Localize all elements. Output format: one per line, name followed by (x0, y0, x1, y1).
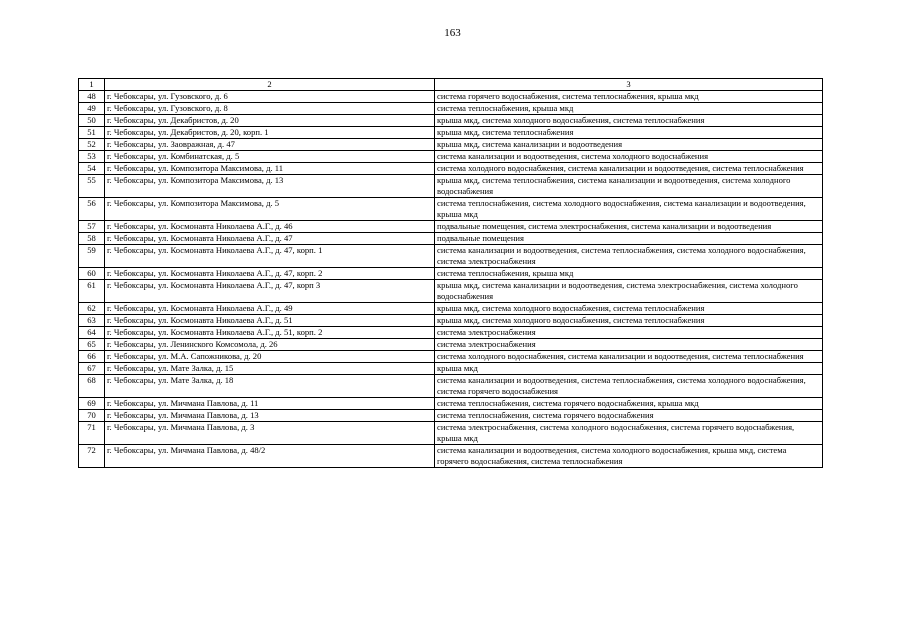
row-address: г. Чебоксары, ул. Космонавта Николаева А.Г., д. 47, корп. 1 (105, 245, 435, 268)
row-number: 58 (79, 233, 105, 245)
table-body (79, 79, 823, 468)
row-address: г. Чебоксары, ул. Космонавта Николаева А.Г., д. 47 (105, 233, 435, 245)
table-row (79, 151, 823, 163)
header-cell-address: 2 (105, 79, 435, 91)
row-number: 55 (79, 175, 105, 198)
row-address: г. Чебоксары, ул. Мичмана Павлова, д. 11 (105, 398, 435, 410)
table-row (79, 221, 823, 233)
row-number: 56 (79, 198, 105, 221)
row-number: 52 (79, 139, 105, 151)
row-number: 50 (79, 115, 105, 127)
table-row (79, 103, 823, 115)
row-systems: крыша мкд (435, 363, 823, 375)
row-systems: подвальные помещения, система электроснабжения, система канализации и водоотведения (435, 221, 823, 233)
table-row (79, 422, 823, 445)
row-address: г. Чебоксары, ул. Композитора Максимова, д. 11 (105, 163, 435, 175)
row-systems: система холодного водоснабжения, система канализации и водоотведения, система теплоснабжения (435, 163, 823, 175)
row-address: г. Чебоксары, ул. Мате Залка, д. 15 (105, 363, 435, 375)
row-number: 61 (79, 280, 105, 303)
table-row (79, 175, 823, 198)
table-row (79, 303, 823, 315)
row-number: 60 (79, 268, 105, 280)
row-address: г. Чебоксары, ул. Космонавта Николаева А.Г., д. 47, корп. 2 (105, 268, 435, 280)
table-row (79, 268, 823, 280)
row-address: г. Чебоксары, ул. Мичмана Павлова, д. 13 (105, 410, 435, 422)
row-systems: система канализации и водоотведения, система холодного водоснабжения, крыша мкд, система горячего водоснабжения, система теплоснабжения (435, 445, 823, 468)
row-address: г. Чебоксары, ул. М.А. Сапожникова, д. 20 (105, 351, 435, 363)
row-number: 66 (79, 351, 105, 363)
row-address: г. Чебоксары, ул. Декабристов, д. 20 (105, 115, 435, 127)
table-row (79, 339, 823, 351)
row-systems: система канализации и водоотведения, система теплоснабжения, система холодного водоснабжения, система электроснабжения (435, 245, 823, 268)
row-systems: крыша мкд, система теплоснабжения, система канализации и водоотведения, система холодного водоснабжения (435, 175, 823, 198)
row-number: 71 (79, 422, 105, 445)
table-row (79, 280, 823, 303)
row-systems: система теплоснабжения, крыша мкд (435, 103, 823, 115)
row-systems: крыша мкд, система теплоснабжения (435, 127, 823, 139)
row-address: г. Чебоксары, ул. Мичмана Павлова, д. 3 (105, 422, 435, 445)
table-row (79, 115, 823, 127)
table-row (79, 351, 823, 363)
table-row (79, 327, 823, 339)
row-number: 72 (79, 445, 105, 468)
table-row (79, 127, 823, 139)
row-systems: система теплоснабжения, система горячего водоснабжения, крыша мкд (435, 398, 823, 410)
row-systems: система канализации и водоотведения, система холодного водоснабжения (435, 151, 823, 163)
table-row (79, 233, 823, 245)
table-row (79, 245, 823, 268)
row-number: 65 (79, 339, 105, 351)
row-number: 63 (79, 315, 105, 327)
row-number: 64 (79, 327, 105, 339)
row-number: 62 (79, 303, 105, 315)
row-systems: система теплоснабжения, система холодного водоснабжения, система канализации и водоотведения, крыша мкд (435, 198, 823, 221)
table-row (79, 445, 823, 468)
row-address: г. Чебоксары, ул. Мичмана Павлова, д. 48/2 (105, 445, 435, 468)
row-systems: крыша мкд, система холодного водоснабжения, система теплоснабжения (435, 315, 823, 327)
row-number: 51 (79, 127, 105, 139)
row-address: г. Чебоксары, ул. Композитора Максимова, д. 5 (105, 198, 435, 221)
row-number: 48 (79, 91, 105, 103)
row-address: г. Чебоксары, ул. Мате Залка, д. 18 (105, 375, 435, 398)
row-number: 49 (79, 103, 105, 115)
row-address: г. Чебоксары, ул. Космонавта Николаева А.Г., д. 46 (105, 221, 435, 233)
table-row (79, 163, 823, 175)
row-number: 57 (79, 221, 105, 233)
row-systems: система электроснабжения, система холодного водоснабжения, система горячего водоснабжения, крыша мкд (435, 422, 823, 445)
table-row (79, 91, 823, 103)
row-systems: крыша мкд, система холодного водоснабжения, система теплоснабжения (435, 115, 823, 127)
row-systems: система теплоснабжения, крыша мкд (435, 268, 823, 280)
row-address: г. Чебоксары, ул. Гузовского, д. 6 (105, 91, 435, 103)
row-systems: система электроснабжения (435, 339, 823, 351)
row-number: 67 (79, 363, 105, 375)
row-address: г. Чебоксары, ул. Космонавта Николаева А.Г., д. 51 (105, 315, 435, 327)
header-cell-systems: 3 (435, 79, 823, 91)
buildings-table (78, 78, 823, 468)
row-address: г. Чебоксары, ул. Ленинского Комсомола, д. 26 (105, 339, 435, 351)
header-cell-number: 1 (79, 79, 105, 91)
table-header-row (79, 79, 823, 91)
row-systems: крыша мкд, система холодного водоснабжения, система теплоснабжения (435, 303, 823, 315)
row-address: г. Чебоксары, ул. Космонавта Николаева А.Г., д. 49 (105, 303, 435, 315)
row-address: г. Чебоксары, ул. Комбинатская, д. 5 (105, 151, 435, 163)
row-number: 70 (79, 410, 105, 422)
page-number: 163 (444, 27, 461, 39)
row-number: 68 (79, 375, 105, 398)
row-address: г. Чебоксары, ул. Заовражная, д. 47 (105, 139, 435, 151)
row-systems: крыша мкд, система канализации и водоотведения (435, 139, 823, 151)
table-row (79, 410, 823, 422)
row-systems: крыша мкд, система канализации и водоотведения, система электроснабжения, система холодного водоснабжения (435, 280, 823, 303)
row-number: 54 (79, 163, 105, 175)
row-address: г. Чебоксары, ул. Гузовского, д. 8 (105, 103, 435, 115)
row-number: 59 (79, 245, 105, 268)
row-address: г. Чебоксары, ул. Космонавта Николаева А.Г., д. 47, корп 3 (105, 280, 435, 303)
row-number: 53 (79, 151, 105, 163)
row-address: г. Чебоксары, ул. Космонавта Николаева А.Г., д. 51, корп. 2 (105, 327, 435, 339)
row-number: 69 (79, 398, 105, 410)
row-systems: система холодного водоснабжения, система канализации и водоотведения, система теплоснабжения (435, 351, 823, 363)
row-systems: система теплоснабжения, система горячего водоснабжения (435, 410, 823, 422)
table-row (79, 398, 823, 410)
row-systems: система горячего водоснабжения, система теплоснабжения, крыша мкд (435, 91, 823, 103)
row-systems: система электроснабжения (435, 327, 823, 339)
row-address: г. Чебоксары, ул. Декабристов, д. 20, корп. 1 (105, 127, 435, 139)
row-systems: система канализации и водоотведения, система теплоснабжения, система холодного водоснабжения, система горячего водоснабжения (435, 375, 823, 398)
table-row (79, 315, 823, 327)
row-address: г. Чебоксары, ул. Композитора Максимова, д. 13 (105, 175, 435, 198)
table-row (79, 139, 823, 151)
table-row (79, 363, 823, 375)
row-systems: подвальные помещения (435, 233, 823, 245)
table-row (79, 375, 823, 398)
table-row (79, 198, 823, 221)
